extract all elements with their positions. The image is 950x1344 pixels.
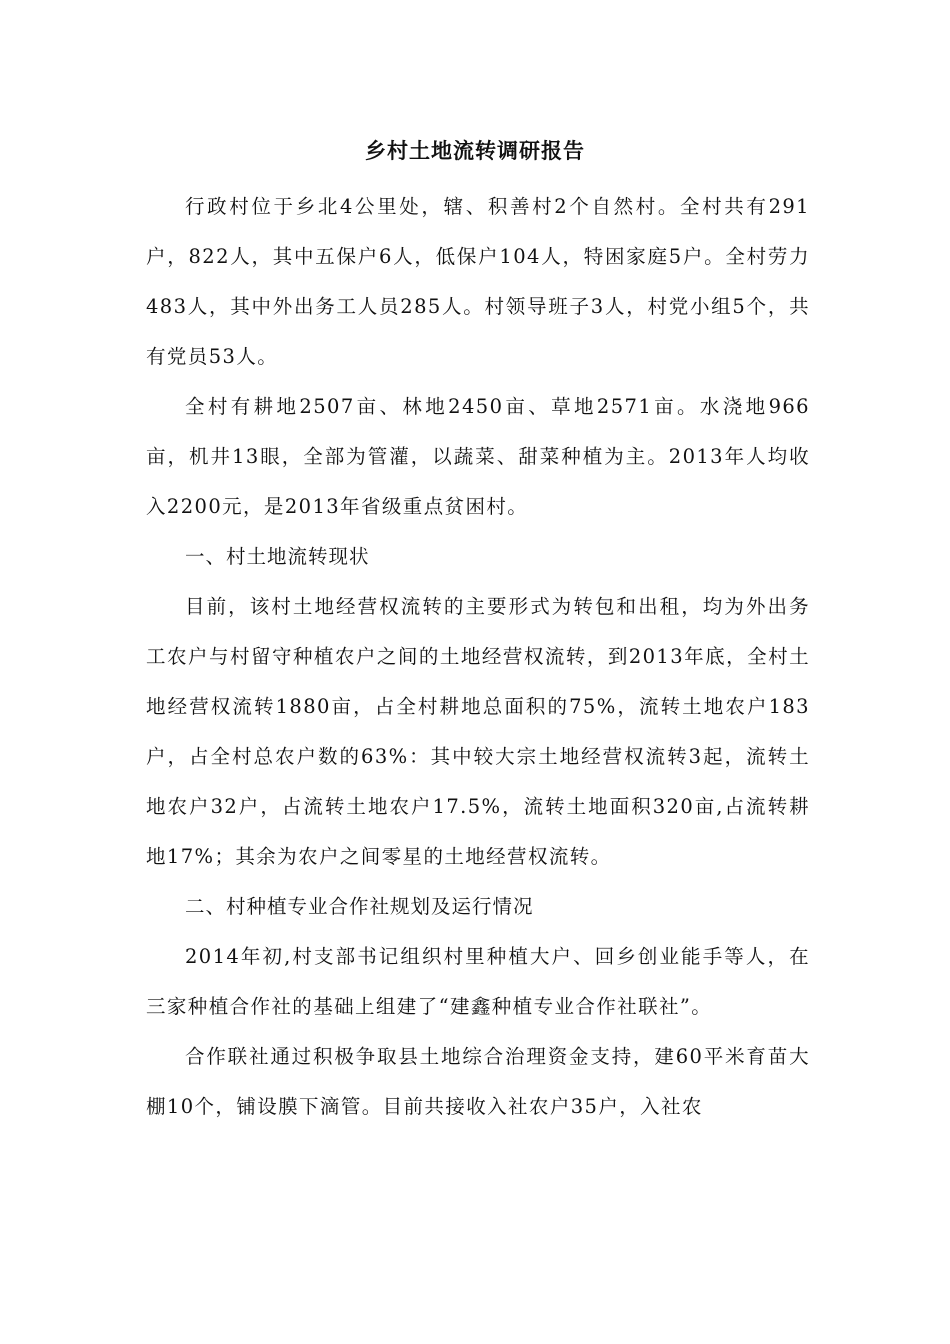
paragraph-cooperative-founding: 2014年初,村支部书记组织村里种植大户、回乡创业能手等人，在三家种植合作社的基础上组建了“建鑫种植专业合作社联社”。 <box>146 945 810 1018</box>
document-body <box>146 182 810 1132</box>
section-heading-land-transfer-status: 一、村土地流转现状 <box>185 545 370 568</box>
paragraph-land-transfer-details: 目前，该村土地经营权流转的主要形式为转包和出租，均为外出务工农户与村留守种植农户之间的土地经营权流转，到2013年底，全村土地经营权流转1880亩，占全村耕地总面积的75%，流转土地农户183户，占全村总农户数的63%：其中较大宗土地经营权流转3起，流转土地农户32户，占流转土地农户17.5%，流转土地面积320亩,占流转耕地17%；其余为农户之间零星的土地经营权流转。 <box>146 595 810 868</box>
section-heading-cooperative-planning: 二、村种植专业合作社规划及运行情况 <box>185 895 534 918</box>
document-title: 乡村土地流转调研报告 <box>365 139 585 163</box>
paragraph-cooperative-operation: 合作联社通过积极争取县土地综合治理资金支持，建60平米育苗大棚10个，铺设膜下滴管。目前共接收入社农户35户，入社农 <box>146 1045 810 1118</box>
paragraph-land-resources: 全村有耕地2507亩、林地2450亩、草地2571亩。水浇地966亩，机井13眼，全部为管灌，以蔬菜、甜菜种植为主。2013年人均收入2200元，是2013年省级重点贫困村。 <box>146 395 810 518</box>
paragraph-village-overview: 行政村位于乡北4公里处，辖、积善村2个自然村。全村共有291户，822人，其中五保户6人，低保户104人，特困家庭5户。全村劳力483人，其中外出务工人员285人。村领导班子3人，村党小组5个，共有党员53人。 <box>146 195 810 368</box>
